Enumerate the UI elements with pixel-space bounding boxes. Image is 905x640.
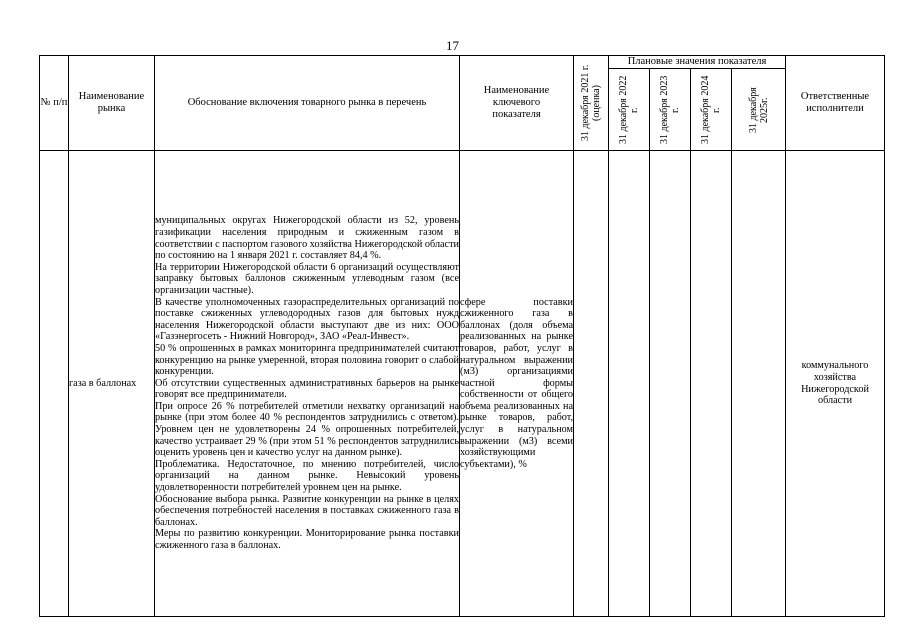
row-value-2021 xyxy=(574,151,609,617)
justification-para: Обоснование выбора рынка. Развитие конкуренции на рынке в целях обеспечения потребностей населения в поставках сжиженного газа в баллонах. xyxy=(155,493,459,528)
header-2023-label: 31 декабря 2023 г. xyxy=(659,75,681,144)
justification-para: Проблематика. Недостаточное, по мнению потребителей, число организаций на данном рынке. Невысокий уровень удовлетворенности потребителей уровнем цен на рынке. xyxy=(155,458,459,494)
header-dec2021-label: 31 декабря 2021 г. (оценка) xyxy=(580,64,602,142)
justification-para: 50 % опрошенных в рамках мониторинга предпринимателей считают конкуренцию на рынке умеренной, вторая половина говорит о слабой конкуренции. xyxy=(155,342,459,378)
header-dec2021 xyxy=(574,56,609,151)
table-row xyxy=(40,151,885,617)
header-market: Наименование рынка xyxy=(69,56,155,151)
justification-para: В качестве уполномоченных газораспределительных организаций по поставке сжиженных углеводородных газов для бытовых нужд населения Нижегородской области выступают две из них: ООО «Газэнергосеть - Нижний Новгород», ЗАО «Реал-Инвест». xyxy=(155,296,459,343)
header-2022 xyxy=(609,69,650,151)
header-2024 xyxy=(691,69,732,151)
header-2025 xyxy=(732,69,786,151)
row-num xyxy=(40,151,69,617)
row-indicator: сфере поставки сжиженного газа в баллонах (доля объема реализованных на рынке товаров, работ, услуг в натуральном выражении (м3) организациями частной формы собственности от общего объема реализованных на рынке товаров, работ, услуг в натуральном выражении (м3) всеми хозяйствующими субъектами), % xyxy=(460,151,574,617)
row-value-2023 xyxy=(650,151,691,617)
justification-para: При опросе 26 % потребителей отметили нехватку организаций на рынке (при этом более 40 % респондентов затруднились с ответом). Уровнем цен не удовлетворены 24 % опрошенных потребителей, качество устраивает 29 % (при этом 51 % респондентов затруднились оценить уровень цен и качество услуг на данном рынке). xyxy=(155,400,459,459)
justification-para: Об отсутствии существенных административных барьеров на рынке говорят все предприниматели. xyxy=(155,377,459,401)
header-2025-label: 31 декабря 2025г. xyxy=(747,86,770,133)
row-value-2025 xyxy=(732,151,786,617)
header-indicator xyxy=(460,56,574,151)
header-num: № п/п xyxy=(40,56,69,151)
row-justification xyxy=(155,151,460,617)
justification-para: Меры по развитию конкуренции. Мониторирование рынка поставки сжиженного газа в баллонах. xyxy=(155,528,459,552)
header-2023 xyxy=(650,69,691,151)
header-2022-label: 31 декабря 2022 г. xyxy=(618,75,640,144)
header-justification: Обоснование включения товарного рынка в перечень xyxy=(155,56,460,151)
row-value-2024 xyxy=(691,151,732,617)
market-table xyxy=(39,55,885,617)
row-value-2022 xyxy=(609,151,650,617)
header-responsible: Ответственные исполнители xyxy=(786,56,885,151)
row-responsible: коммунального хозяйства Нижегородской области xyxy=(786,151,885,617)
justification-para: На территории Нижегородской области 6 организаций осуществляют заправку бытовых баллонов сжиженным углеводным газом (все организации частные). xyxy=(155,261,459,296)
justification-para: муниципальных округах Нижегородской области из 52, уровень газификации населения природным и сжиженным газом в соответствии с паспортом газового хозяйства Нижегородской области по состоянию на 1 января 2021 г. составляет 84,4 %. xyxy=(155,215,459,262)
header-planned-group: Плановые значения показателя xyxy=(609,56,786,69)
header-2024-label: 31 декабря 2024 г. xyxy=(700,75,722,144)
row-market: газа в баллонах xyxy=(69,151,155,617)
header-indicator-label: Наименование ключевого показателя xyxy=(483,85,550,120)
page-number: 17 xyxy=(446,38,459,53)
